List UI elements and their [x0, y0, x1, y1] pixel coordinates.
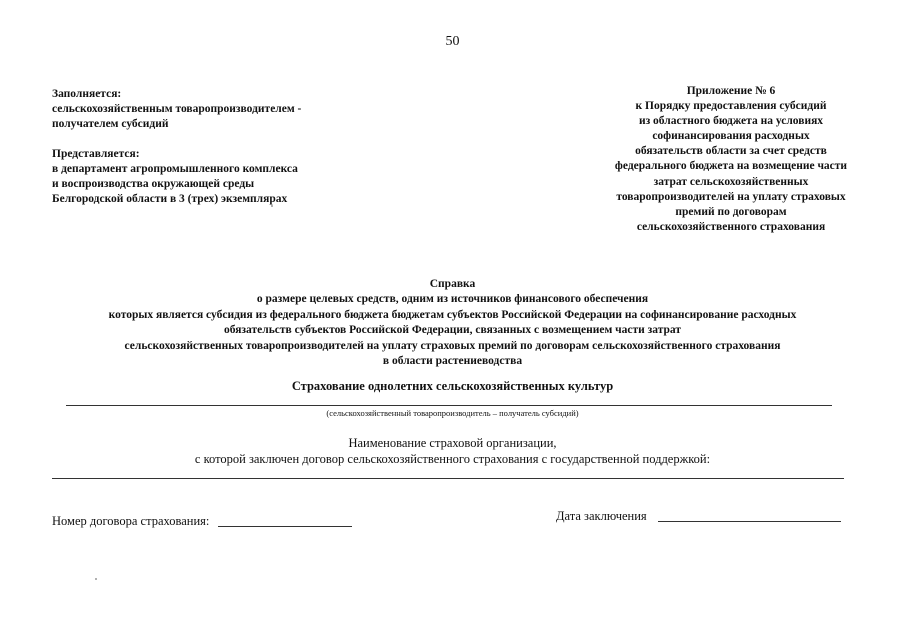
- conclusion-date-label: Дата заключения: [556, 509, 647, 523]
- appendix-reference: [596, 84, 866, 235]
- certificate-line: о размере целевых средств, одним из источников финансового обеспечения: [256, 293, 649, 306]
- appendix-line: к Порядку предоставления субсидий: [635, 100, 827, 113]
- page-number: 50: [445, 34, 460, 49]
- insurer-heading: [30, 436, 875, 467]
- submitted-heading: Представляется:: [52, 148, 140, 160]
- appendix-line: Приложение № 6: [686, 85, 776, 97]
- appendix-line: премий по договорам: [675, 205, 787, 218]
- appendix-line: сельскохозяйственного страхования: [636, 220, 826, 233]
- appendix-line: обязательств области за счет средств: [635, 145, 827, 158]
- submitted-line: в департамент агропромышленного комплекса: [52, 163, 298, 175]
- submitted-line: и воспроизводства окружающей среды: [52, 178, 255, 190]
- insurance-type: Страхование однолетних сельскохозяйственных культур: [291, 379, 614, 393]
- contract-number-input[interactable]: [218, 526, 352, 527]
- appendix-line: затрат сельскохозяйственных: [653, 175, 809, 188]
- appendix-line: софинансирования расходных: [652, 130, 810, 143]
- filled-line: получателем субсидий: [52, 118, 169, 130]
- appendix-line: из областного бюджета на условиях: [638, 115, 824, 128]
- filled-heading: Заполняется:: [52, 88, 122, 100]
- insurer-line: Наименование страховой организации,: [348, 436, 557, 450]
- conclusion-date-field: [556, 509, 647, 524]
- certificate-line: в области растениеводства: [382, 355, 523, 368]
- insurer-line: с которой заключен договор сельскохозяйственного страхования с государственной поддержкой:: [194, 451, 711, 466]
- insurer-name-line[interactable]: [52, 478, 844, 479]
- certificate-title: Справка: [429, 278, 476, 290]
- certificate-line: которых является субсидия из федерального бюджета бюджетам субъектов Российской Федерации на софинансирование расходных: [108, 308, 797, 321]
- certificate-heading: [30, 277, 875, 369]
- filled-line: сельскохозяйственным товаропроизводителем -: [52, 103, 302, 115]
- scan-speck: [271, 205, 273, 207]
- conclusion-date-input[interactable]: [658, 521, 841, 522]
- scan-speck: [95, 578, 97, 580]
- submitted-line: Белгородской области в 3 (трех) экземплярах: [52, 193, 288, 205]
- producer-caption: (сельскохозяйственный товаропроизводитель – получатель субсидий): [326, 408, 579, 418]
- certificate-line: сельскохозяйственных товаропроизводителей на уплату страховых премий по договорам сельскохозяйственного страхования: [124, 339, 781, 352]
- submission-info: [52, 87, 301, 207]
- certificate-line: обязательств субъектов Российской Федерации, связанных с возмещением части затрат: [223, 324, 682, 337]
- contract-number-label: Номер договора страхования:: [52, 514, 210, 528]
- producer-name-line[interactable]: [66, 405, 832, 406]
- contract-number-field: [52, 514, 209, 529]
- appendix-line: федерального бюджета на возмещение части: [614, 160, 848, 173]
- appendix-line: товаропроизводителей на уплату страховых: [616, 190, 846, 203]
